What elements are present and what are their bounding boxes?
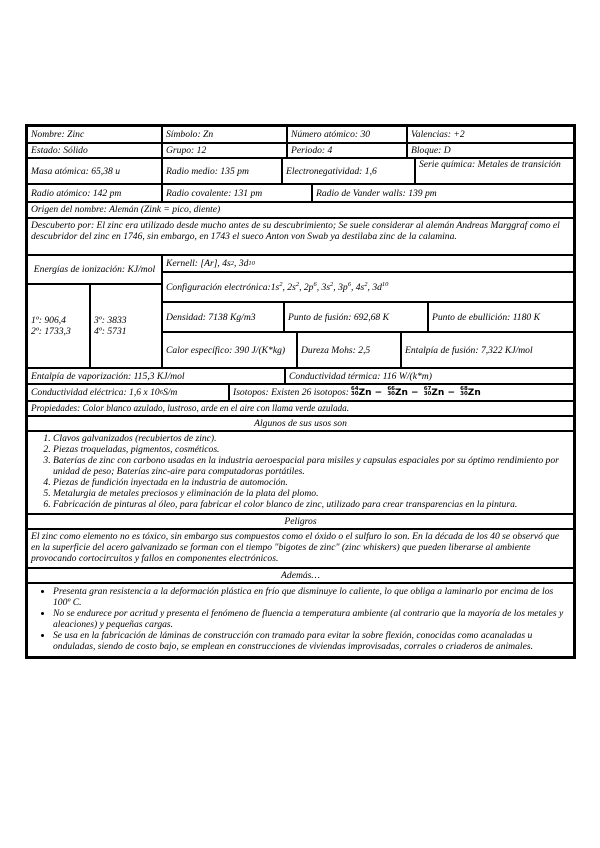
isotope-separator: −	[371, 387, 386, 398]
ionizacion-3: 3º: 3833	[94, 315, 127, 326]
usos-list	[31, 433, 570, 510]
ionizacion-right	[90, 284, 162, 368]
config-electrons: 2	[279, 280, 283, 288]
isotope-mass: 64	[350, 386, 359, 393]
isotope-numbers	[460, 387, 468, 397]
isotope-separator: −	[407, 387, 422, 398]
radio-covalente-cell: Radio covalente: 131 pm	[162, 184, 312, 202]
isotope-numbers	[387, 387, 395, 397]
conductividad-termica-cell: Conductividad térmica: 116 W/(k*m)	[285, 368, 574, 384]
dureza-cell: Dureza Mohs: 2,5	[297, 332, 401, 368]
isotopos-row	[27, 384, 574, 401]
ademas-header: Además…	[27, 568, 574, 583]
element-data-sheet	[25, 124, 576, 659]
isotope-mass: 66	[387, 386, 395, 393]
valencias-cell: Valencias: +2	[407, 126, 574, 143]
electronegatividad-cell: Electronegatividad: 1,6	[282, 158, 415, 184]
origen-nombre: Origen del nombre: Alemán (Zink = pico, diente)	[27, 202, 574, 218]
ionizacion-block	[27, 255, 574, 368]
ademas-block	[27, 583, 574, 657]
isotopos-cell	[229, 384, 574, 401]
kernell-label: Kernell: [Ar], 4s	[166, 258, 231, 269]
ademas-item: • Presenta gran resistencia a la deformación plástica en frío que disminuye lo caliente, lo que obliga a laminarlo por encima de los 100º C.	[53, 586, 570, 608]
punto-ebullicion-cell: Punto de ebullición: 1180 K	[428, 302, 574, 332]
calor-row	[162, 332, 574, 368]
row-basic-2	[27, 143, 574, 158]
config-electrons: 6	[347, 280, 351, 288]
isotope-atomic-number: 30	[350, 391, 359, 398]
row-basic-1	[27, 126, 574, 143]
uso-item: 2. Piezas troqueladas, pigmentos, cosméticos.	[53, 444, 570, 455]
config-orbital: , 3d	[367, 281, 382, 293]
config-electrons: 10	[381, 280, 389, 288]
ademas-item: • No se endurece por acritud y presenta el fenómeno de fluencia a temperatura ambiente (al contrario que la mayoría de los metales y aleaciones) y pequeñas cargas.	[53, 608, 570, 630]
config-orbital: , 2s	[282, 281, 296, 293]
ademas-list	[31, 586, 570, 652]
isotope-mass: 68	[460, 386, 468, 393]
configuracion-value	[271, 282, 389, 293]
isotope-atomic-number: 30	[423, 391, 432, 398]
uso-item: 4. Piezas de fundición inyectada en la industria de automoción.	[53, 477, 570, 488]
propiedades-fisicas-column	[162, 255, 574, 368]
ionizacion-values	[27, 284, 162, 368]
numero-atomico-cell: Número atómico: 30	[287, 126, 407, 143]
kernell-mid: , 3d	[234, 258, 249, 269]
peligros-header: Peligros	[27, 514, 574, 529]
ademas-item: • Se usa en la fabricación de láminas de construcción con tramado para evitar la sobre flexión, conocidas como acanaladas u onduladas, siendo de costo bajo, se emplean en construcciones de viviendas improvisadas, corrales o criaderos de animales.	[53, 630, 570, 652]
ionizacion-left	[27, 284, 90, 368]
calor-especifico-cell: Calor específico: 390 J/(K*kg)	[162, 332, 297, 368]
ionizacion-2: 2º: 1733,3	[31, 326, 71, 337]
isotope-symbol: Zn	[358, 387, 372, 398]
config-orbital: 1s	[270, 281, 280, 293]
uso-item: 3. Baterías de zinc con carbono usadas en la industria aeroespacial para misiles y capsulas espaciales por su óptimo rendimiento por unidad de peso; Baterías zinc-aire para computadoras portátiles.	[53, 455, 570, 477]
densidad-cell: Densidad: 7138 Kg/m3	[162, 302, 284, 332]
radio-atomico-cell: Radio atómico: 142 pm	[27, 184, 162, 202]
propiedades: Propiedades: Color blanco azulado, lustroso, arde en el aire con llama verde azulada.	[27, 401, 574, 416]
conductividad-unit: S/m	[162, 387, 178, 398]
isotope-separator: −	[444, 387, 459, 398]
radio-medio-cell: Radio medio: 135 pm	[162, 158, 282, 184]
isotopos-list	[349, 387, 481, 399]
uso-item: 5. Metalurgia de metales preciosos y eliminación de la plata del plomo.	[53, 488, 570, 499]
conductividad-electrica-cell: Conductividad eléctrica: 1,6 x 10 6 S/m	[27, 384, 229, 401]
periodo-cell: Periodo: 4	[287, 143, 407, 158]
isotopos-label: Isotopos: Existen 26 isotopos:	[233, 387, 349, 398]
kernell-cell: Kernell: [Ar], 4s 2 , 3d 10	[162, 255, 574, 272]
config-electrons: 2	[330, 280, 334, 288]
isotope-atomic-number: 30	[460, 391, 468, 398]
nombre-cell: Nombre: Zinc	[27, 126, 162, 143]
usos-header: Algunos de sus usos son	[27, 416, 574, 431]
radio-vdw-cell: Radio de Vander walls: 139 pm	[312, 184, 574, 202]
entalpia-fusion-cell: Entalpía de fusión: 7,322 KJ/mol	[401, 332, 574, 368]
config-electrons: 2	[364, 280, 368, 288]
isotope-symbol: Zn	[431, 387, 445, 398]
punto-fusion-cell: Punto de fusión: 692,68 K	[284, 302, 428, 332]
config-orbital: , 4s	[350, 281, 365, 293]
ionizacion-4: 4º: 5731	[94, 326, 127, 337]
row-basic-3	[27, 158, 574, 184]
ionizacion-1: 1º: 906,4	[31, 315, 66, 326]
isotope-mass: 67	[423, 386, 432, 393]
conductividad-electrica-label: Conductividad eléctrica: 1,6 x 10	[31, 387, 160, 398]
row-radios	[27, 184, 574, 202]
isotope-symbol: Zn	[467, 387, 481, 398]
config-electrons: 2	[295, 280, 300, 288]
serie-quimica-cell: Serie química: Metales de transición	[415, 158, 574, 184]
grupo-cell: Grupo: 12	[162, 143, 287, 158]
isotope-atomic-number: 30	[387, 391, 395, 398]
isotope-symbol: Zn	[394, 387, 408, 398]
isotope-numbers	[351, 387, 359, 397]
ionizacion-title: Energías de ionización: KJ/mol	[27, 255, 162, 284]
config-orbital: , 2p	[299, 281, 314, 293]
config-orbital: , 3p	[333, 281, 348, 293]
densidad-row	[162, 302, 574, 332]
config-orbital: , 3s	[316, 281, 331, 293]
usos-block	[27, 431, 574, 514]
uso-item: 1. Clavos galvanizados (recubiertos de zinc).	[53, 433, 570, 444]
estado-cell: Estado: Sólido	[27, 143, 162, 158]
simbolo-cell: Símbolo: Zn	[162, 126, 287, 143]
vaporizacion-row	[27, 368, 574, 384]
configuracion-cell	[162, 272, 574, 302]
bloque-cell: Bloque: D	[407, 143, 574, 158]
uso-item: 6. Fabricación de pinturas al óleo, para fabricar el color blanco de zinc, utilizado para crear transparencias en la pintura.	[53, 499, 570, 510]
config-electrons: 6	[313, 280, 317, 288]
ionizacion-column	[27, 255, 162, 368]
entalpia-vaporizacion-cell: Entalpía de vaporización: 115,3 KJ/mol	[27, 368, 285, 384]
configuracion-label: Configuración electrónica:	[166, 281, 271, 293]
peligros-text: El zinc como elemento no es tóxico, sin embargo sus compuestos como el óxido o el sulfuro lo son. En la década de los 40 se observó que en la superficie del acero galvanizado se forman con el tiempo "bigotes de zinc" (zinc whiskers) que pueden liberarse al ambiente provocando cortocircuitos y fallos en componentes electrónicos.	[27, 529, 574, 568]
masa-atomica-cell: Masa atómica: 65,38 u	[27, 158, 162, 184]
descubierto-por: Descuberto por: El zinc era utilizado desde mucho antes de su descubrimiento; Se suele considerar al alemán Andreas Marggraf como el descubridor del zinc en 1746, sin embargo, en 1743 el sueco Anton von Swab ya destilaba zinc de la calamina.	[27, 218, 574, 255]
